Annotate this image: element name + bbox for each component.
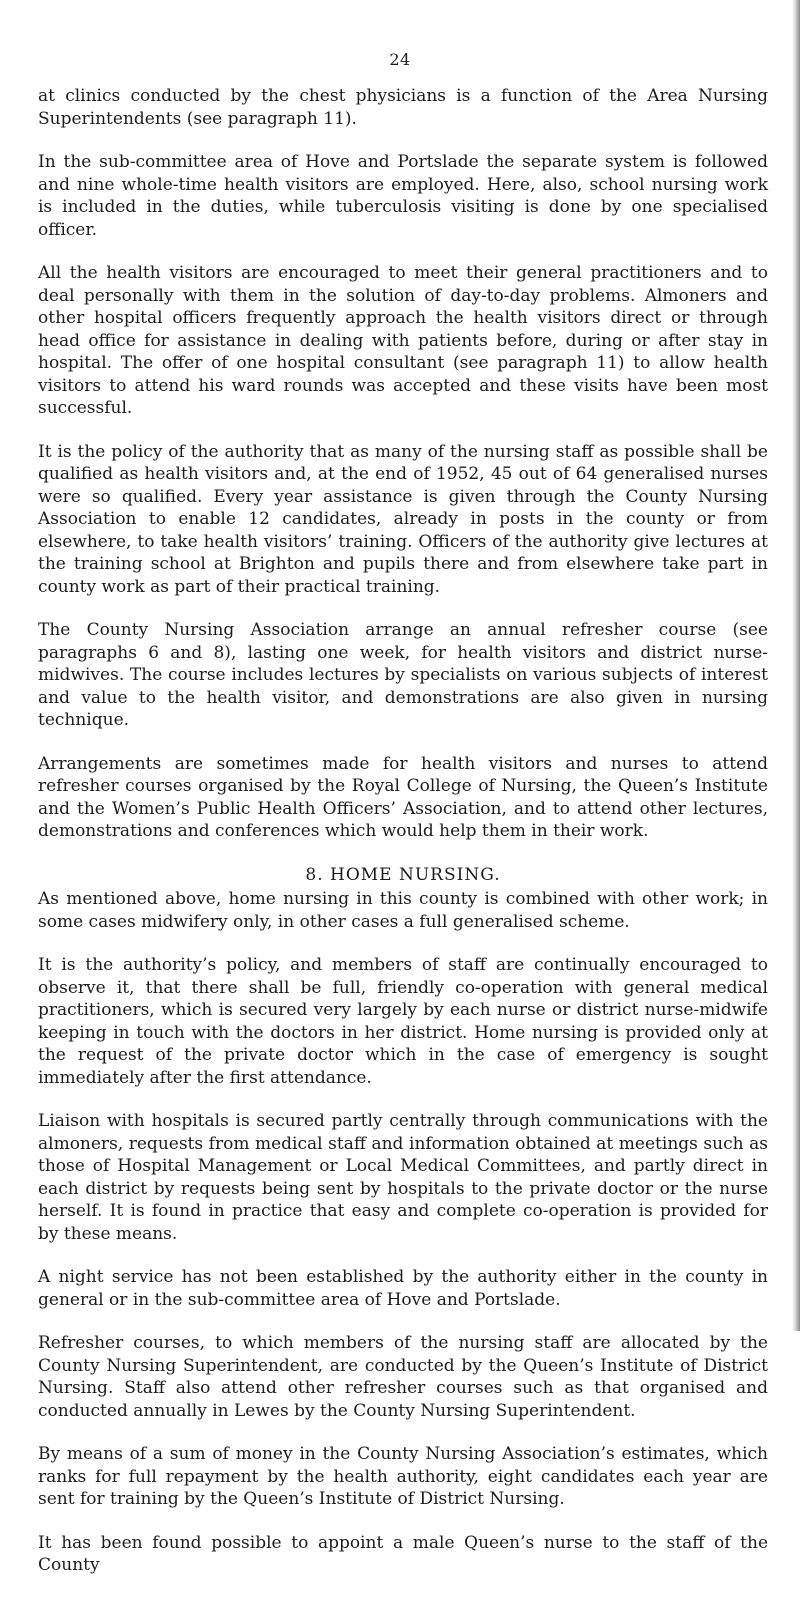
paragraph: In the sub-committee area of Hove and Portslade the separate system is followed and nine whole-time health visitors are employed. Here, also, school nursing work is included in the duties, while tuberculosis visiting is done by one specialised officer. xyxy=(38,152,768,240)
paragraph: It has been found possible to appoint a male Queen’s nurse to the staff of the County xyxy=(38,1532,768,1575)
paragraph: All the health visitors are encouraged to meet their general practitioners and to deal personally with them in the solution of day-to-day problems. Almoners and other hospital officers frequently approach the health visitors direct or through head office for assistance in dealing with patients before, during or after stay in hospital. The offer of one hospital consultant (see paragraph 11) to allow health visitors to attend his ward rounds was accepted and these visits have been most successful. xyxy=(38,263,768,418)
paragraph: The County Nursing Association arrange an annual refresher course (see paragraphs 6 and 8), lasting one week, for health visitors and district nurse-midwives. The course includes lectures by specialists on various subjects of interest and value to the health visitor, and demonstrations are also given in nursing technique. xyxy=(38,620,768,730)
paragraph: By means of a sum of money in the County Nursing Association’s estimates, which ranks for full repayment by the health authority, eight candidates each year are sent for training by the Queen’s Institute of District Nursing. xyxy=(38,1444,768,1509)
page-number: 24 xyxy=(389,50,411,69)
section-heading: 8. HOME NURSING. xyxy=(305,864,501,885)
paragraph: Refresher courses, to which members of the nursing staff are allocated by the County Nursing Superintendent, are conducted by the Queen’s Institute of District Nursing. Staff also attend other refresher courses such as that organised and conducted annually in Lewes by the County Nursing Superintendent. xyxy=(38,1333,768,1421)
paragraph: A night service has not been established by the authority either in the county in general or in the sub-committee area of Hove and Portslade. xyxy=(38,1267,768,1310)
paragraph: It is the authority’s policy, and members of staff are continually encouraged to observe it, that there shall be full, friendly co-operation with general medical practitioners, which is secured very largely by each nurse or district nurse-midwife keeping in touch with the doctors in her district. Home nursing is provided only at the request of the private doctor which in the case of emergency is sought immediately after the first attendance. xyxy=(38,955,768,1088)
paragraph: It is the policy of the authority that as many of the nursing staff as possible shall be qualified as health visitors and, at the end of 1952, 45 out of 64 generalised nurses were so qualified. Every year assistance is given through the County Nursing Association to enable 12 candidates, already in posts in the county or from elsewhere, to take health visitors’ training. Officers of the authority give lectures at the training school at Brighton and pupils there and from elsewhere take part in county work as part of their practical training. xyxy=(38,441,768,597)
paragraph: Arrangements are sometimes made for health visitors and nurses to attend refresher courses organised by the Royal College of Nursing, the Queen’s Institute and the Women’s Public Health Officers’ Association, and to attend other lectures, demonstrations and conferences which would help them in their work. xyxy=(38,753,768,841)
paragraph: at clinics conducted by the chest physicians is a function of the Area Nursing Superintendents (see paragraph 11). xyxy=(38,86,768,129)
paragraph: Liaison with hospitals is secured partly centrally through communications with the almoners, requests from medical staff and information obtained at meetings such as those of Hospital Management or Local Medical Committees, and partly direct in each district by requests being sent by hospitals to the private doctor or the nurse herself. It is found in practice that easy and complete co-operation is provided for by these means. xyxy=(38,1111,768,1244)
paragraph: As mentioned above, home nursing in this county is combined with other work; in some cases midwifery only, in other cases a full generalised scheme. xyxy=(38,889,768,932)
page-edge-shadow xyxy=(792,0,800,1331)
document-body xyxy=(38,85,768,1598)
